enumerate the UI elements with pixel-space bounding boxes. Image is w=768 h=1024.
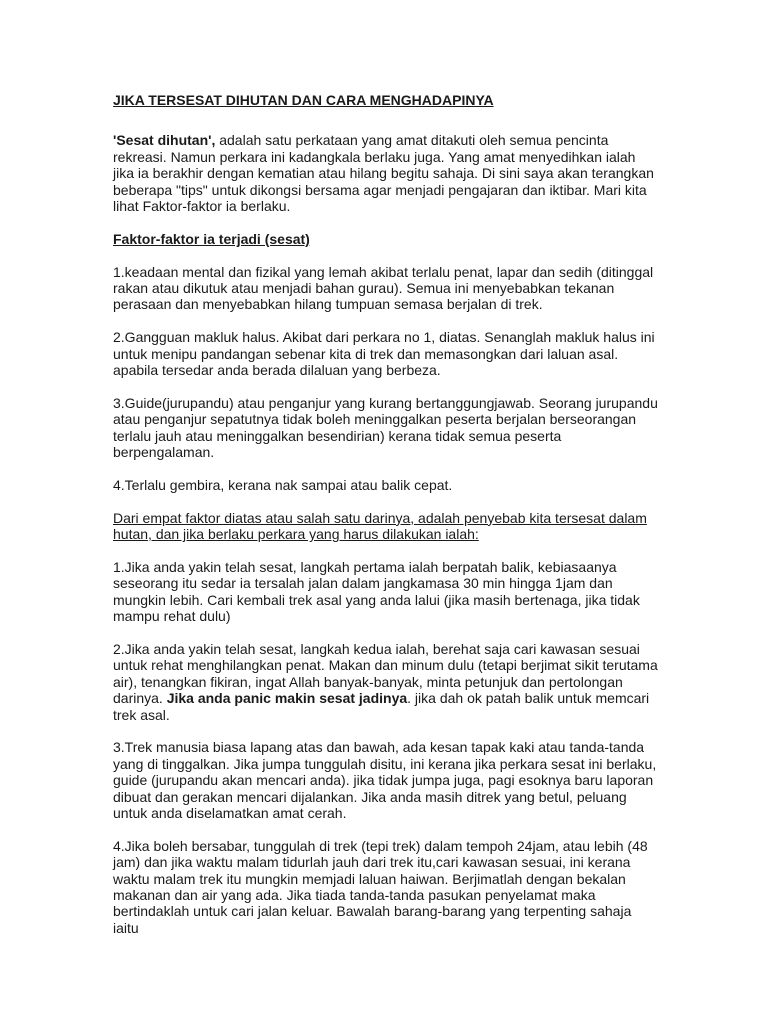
- factor-item-3: 3.Guide(jurupandu) atau penganjur yang kurang bertanggungjawab. Seorang jurupandu atau penganjur sepatutnya tidak boleh meninggalkan peserta berjalan berseorangan terlalu jauh atau meninggalkan besendirian) kerana tidak semua peserta berpengalaman.: [113, 394, 658, 461]
- action-item-3: 3.Trek manusia biasa lapang atas dan bawah, ada kesan tapak kaki atau tanda-tanda yang di tinggalkan. Jika jumpa tunggulah disitu, ini kerana jika perkara sesat ini berlaku, guide (jurupandu akan mencari anda). jika tidak jumpa juga, pagi esoknya baru laporan dibuat dan gerakan mencari dijalankan. Jika anda masih ditrek yang betul, peluang untuk anda diselamatkan amat cerah.: [113, 739, 657, 821]
- action-item-2: [113, 641, 658, 723]
- intro-paragraph: [113, 132, 658, 214]
- factor-item-4: 4.Terlalu gembira, kerana nak sampai atau balik cepat.: [113, 476, 453, 493]
- actions-heading: Dari empat faktor diatas atau salah satu darinya, adalah penyebab kita tersesat dalam hutan, dan jika berlaku perkara yang harus dilakukan ialah:: [113, 509, 647, 543]
- action-item-4: 4.Jika boleh bersabar, tunggulah di trek (tepi trek) dalam tempoh 24jam, atau lebih (48 jam) dan jika waktu malam tidurlah jauh dari trek itu,cari kawasan sesuai, ini kerana waktu malam trek itu mungkin memjadi laluan haiwan. Berjimatlah dengan bekalan makanan dan air yang ada. Jika tiada tanda-tanda pasukan penyelamat maka bertindaklah untuk cari jalan keluar. Bawalah barang-barang yang terpenting sahaja iaitu: [113, 837, 648, 936]
- action-2-text-after: . jika dah ok patah balik untuk memcari trek asal.: [113, 690, 650, 723]
- factors-heading: Faktor-faktor ia terjadi (sesat): [113, 230, 310, 247]
- factor-item-2: 2.Gangguan makluk halus. Akibat dari perkara no 1, diatas. Senanglah makluk halus ini untuk menipu pandangan sebenar kita di trek dan memasongkan dari laluan asal. apabila tersedar anda berada dilaluan yang berbeza.: [113, 329, 655, 379]
- action-2-text-before: 2.Jika anda yakin telah sesat, langkah kedua ialah, berehat saja cari kawasan sesuai untuk rehat menghilangkan penat. Makan dan minum dulu (tetapi berjimat sikit terutama air), tenangkan fikiran, ingat Allah banyak-banyak, minta petunjuk dan pertolongan darinya.: [113, 640, 658, 707]
- document-title: JIKA TERSESAT DIHUTAN DAN CARA MENGHADAPINYA: [113, 92, 494, 108]
- action-2-bold-warning: Jika anda panic makin sesat jadinya: [166, 690, 408, 707]
- action-item-1: 1.Jika anda yakin telah sesat, langkah pertama ialah berpatah balik, kebiasaanya seseorang itu sedar ia tersalah jalan dalam jangkamasa 30 min hingga 1jam dan mungkin lebih. Cari kembali trek asal yang anda lalui (jika masih bertenaga, jika tidak mampu rehat dulu): [113, 558, 640, 625]
- intro-text: adalah satu perkataan yang amat ditakuti oleh semua pencinta rekreasi. Namun perkara ini kadangkala berlaku juga. Yang amat menyedihkan ialah jika ia berakhir dengan kematian atau hilang begitu sahaja. Di sini saya akan terangkan beberapa "tips" untuk dikongsi bersama agar menjadi pengajaran dan iktibar. Mari kita lihat Faktor-faktor ia berlaku.: [113, 132, 654, 215]
- factor-item-1: 1.keadaan mental dan fizikal yang lemah akibat terlalu penat, lapar dan sedih (ditinggal rakan atau dikutuk atau menjadi bahan gurau). Semua ini menyebabkan tekanan perasaan dan menyebabkan hilang tumpuan semasa berjalan di trek.: [113, 263, 654, 313]
- document-page: [113, 92, 658, 953]
- intro-bold-lead: 'Sesat dihutan',: [113, 132, 216, 149]
